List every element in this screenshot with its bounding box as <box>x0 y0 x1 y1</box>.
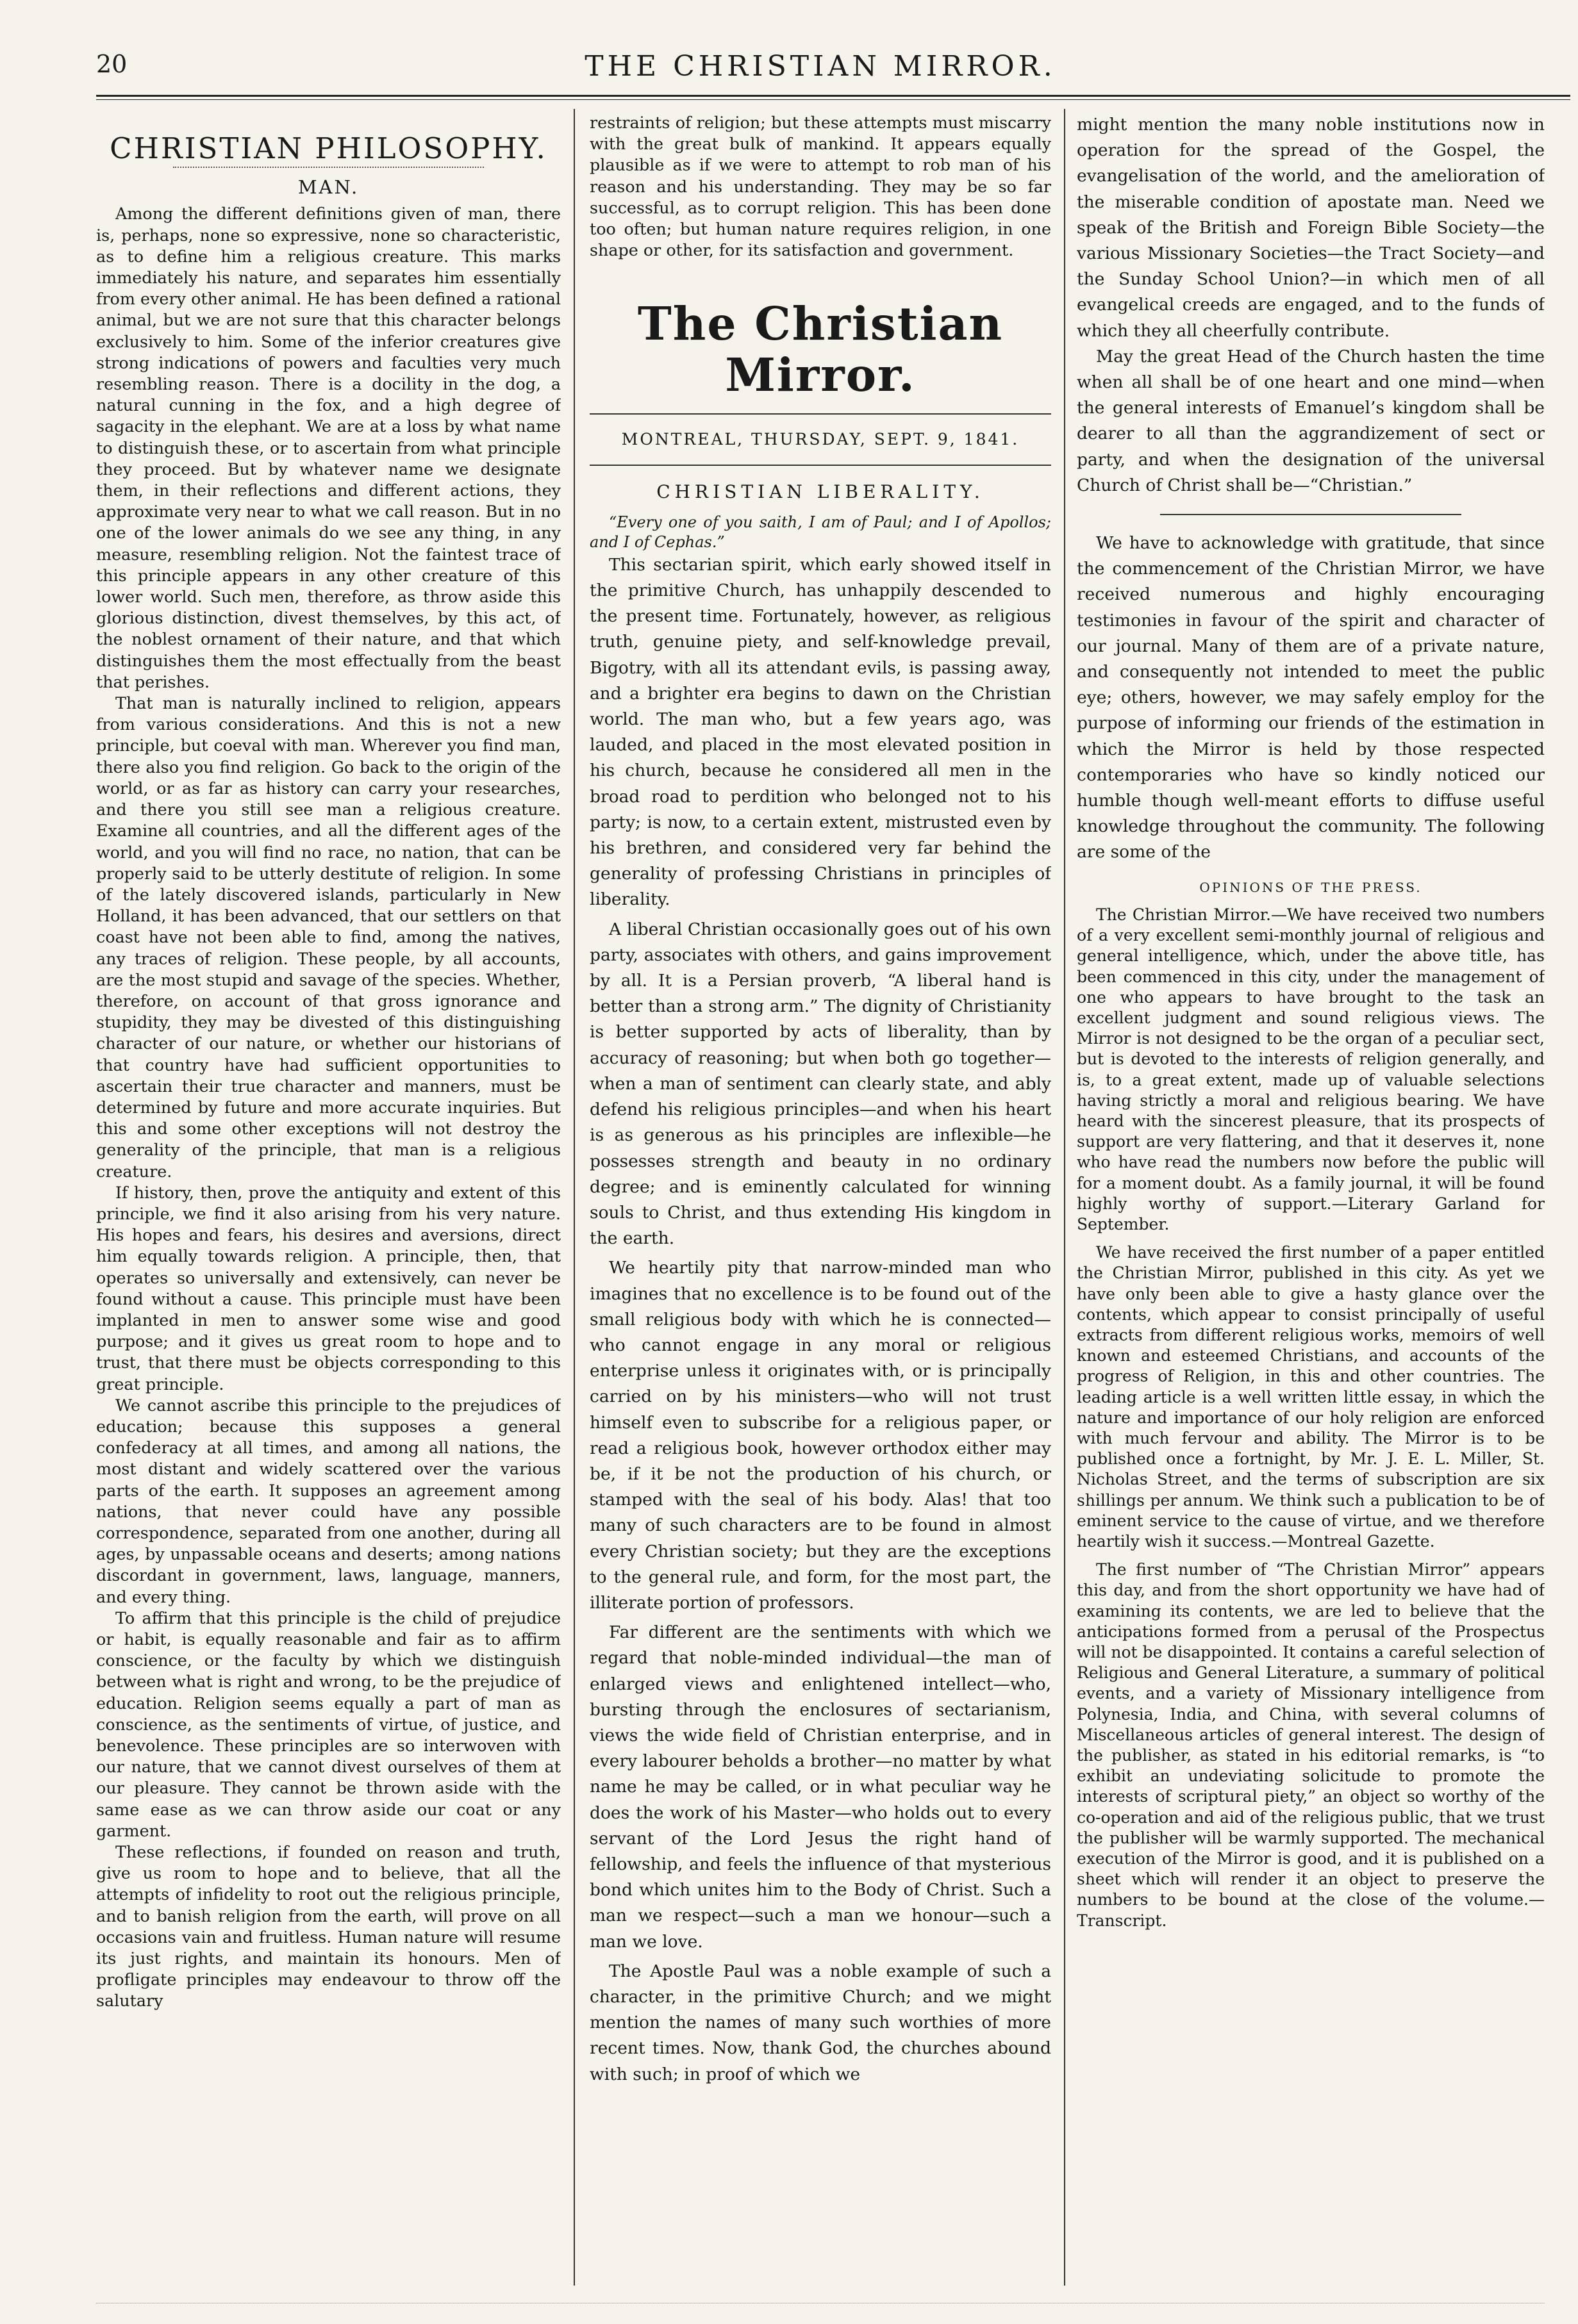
paragraph: We cannot ascribe this principle to the prejudices of education; because this supposes a general confederacy at all times, and among all nations, the most distant and widely scattered over the various parts of the earth. It supposes an agreement among nations, that never could have any possible correspondence, separated from one another, during all ages, by unpassable oceans and deserts; among nations discordant in government, laws, language, manners, and every thing. <box>96 1395 561 1606</box>
column-divider-2 <box>1064 109 1065 2286</box>
column-1 <box>96 112 561 2286</box>
paragraph: To affirm that this principle is the child of prejudice or habit, is equally reasonable and fair as to affirm conscience, or the faculty by which we distinguish between what is right and wrong, to be the prejudice of education. Religion seems equally a part of man as conscience, as the sentiments of virtue, of justice, and benevolence. These principles are so interwoven with our nature, that we cannot divest ourselves of them at our pleasure. They cannot be thrown aside with the same ease as we can throw aside our coat or any garment. <box>96 1608 561 1840</box>
press-opinion: We have received the first number of a paper entitled the Christian Mirror, published in this city. As yet we have only been able to give a hasty glance over the contents, which appear to consist principally of useful extracts from different religious works, memoirs of well known and esteemed Christians, and accounts of the progress of Religion, in this and other countries. The leading article is a well written little essay, in which the nature and importance of our holy religion are enforced with much fervour and ability. The Mirror is to be published once a fortnight, by Mr. J. E. L. Miller, St. Nicholas Street, and the terms of subscription are six shillings per annum. We think such a publication to be of eminent service to the cause of virtue, and we therefore heartily wish it success.—Montreal Gazette. <box>1077 1243 1545 1551</box>
epigraph: “Every one of you saith, I am of Paul; and I of Apollos; and I of Cephas.” <box>590 513 1051 551</box>
press-opinion: The first number of “The Christian Mirror” appears this day, and from the short opportunity we have had of examining its contents, we are led to believe that the anticipations formed from a perusal of the Prospectus will not be disappointed. It contains a careful selection of Religious and General Literature, a summary of political events, and a variety of Missionary intelligence from Polynesia, India, and China, with several columns of Miscellaneous articles of general interest. The design of the publisher, as stated in his editorial remarks, is “to exhibit an undeviating solicitude to promote the interests of scriptural piety,” an object so worthy of the co-operation and aid of the religious public, that we trust the publisher will be warmly supported. The mechanical execution of the Mirror is good, and it is published on a sheet which will render it an object to preserve the numbers to be bound at the close of the volume.—Transcript. <box>1077 1560 1545 1930</box>
editorial-body <box>590 552 1051 2088</box>
journal-title: THE CHRISTIAN MIRROR. <box>585 50 1056 83</box>
editorial-continuation <box>1077 112 1545 499</box>
paragraph: might mention the many noble institutions now in operation for the spread of the Gospel, the evangelisation of the world, and the amelioration of the miserable condition of apostate man. Need we speak of the British and Foreign Bible Society—the various Missionary Societies—the Tract Society—and the Sunday School Union?—in which men of all evangelical creeds are engaged, and to the funds of which they all cheerfully contribute. <box>1077 115 1545 341</box>
paragraph: We heartily pity that narrow-minded man who imagines that no excellence is to be found out of the small religious body with which he is connected—who cannot engage in any moral or religious enterprise unless it originates with, or is principally carried on by his ministers—who will not trust himself even to subscribe for a religious paper, or read a religious book, however orthodox either may be, if it be not the production of his church, or stamped with the seal of his body. Alas! that too many of such characters are to be found in almost every Christian society; but they are the exceptions to the general rule, and form, for the most part, the illiterate portion of professors. <box>590 1258 1051 1613</box>
column-divider-1 <box>574 109 575 2286</box>
paragraph: We have to acknowledge with gratitude, that since the commencement of the Christian Mirror, we have received numerous and highly encouraging testimonies in favour of the spirit and character of our journal. Many of them are of a private nature, and consequently not intended to meet the public eye; others, however, we may safely employ for the purpose of informing our friends of the estimation in which the Mirror is held by those respected contemporaries who have so kindly noticed our humble though well-meant efforts to diffuse useful knowledge throughout the community. The following are some of the <box>1077 533 1545 862</box>
paragraph: These reflections, if founded on reason and truth, give us room to hope and to believe, that all the attempts of infidelity to root out the religious principle, and to banish religion from the earth, will prove on all occasions vain and fruitless. Human nature will resume its just rights, and maintain its honours. Men of profligate principles may endeavour to throw off the salutary <box>96 1842 561 2011</box>
paragraph: If history, then, prove the antiquity and extent of this principle, we find it also arising from his very nature. His hopes and fears, his desires and aversions, direct him equally towards religion. A principle, then, that operates so universally and extensively, can never be found without a cause. This principle must have been implanted in men to answer some wise and good purpose; and it gives us great room to hope and to trust, that there must be objects corresponding to this great principle. <box>96 1182 561 1394</box>
section-rule <box>173 167 484 168</box>
masthead: The Christian Mirror. <box>637 297 1004 402</box>
page-number: 20 <box>96 50 128 78</box>
dateline: MONTREAL, THURSDAY, SEPT. 9, 1841. <box>590 413 1051 465</box>
header-rule <box>96 95 1570 100</box>
press-opinion: The Christian Mirror.—We have received two numbers of a very excellent semi-monthly journal of religious and general intelligence, which, under the above title, has been commenced in this city, under the management of one who appears to have brought to the task an excellent judgment and sound religious views. The Mirror is not designed to be the organ of a peculiar sect, but is devoted to the interests of religion generally, and is, to a great extent, made up of valuable selections having strictly a moral and religious bearing. We have heard with the sincerest pleasure, that its prospects of support are very flattering, and that it deserves it, none who have read the numbers now before the public will for a moment doubt. As a family journal, it will be found highly worthy of support.—Literary Garland for September. <box>1077 905 1545 1233</box>
paragraph: Among the different definitions given of man, there is, perhaps, none so expressive, none so characteristic, as to define him a religious creature. This marks immediately his nature, and separates him essentially from every other animal. He has been defined a rational animal, but we are not sure that this character belongs exclusively to him. Some of the inferior creatures give strong indications of powers and faculties very much resembling reason. There is a docility in the dog, a natural cunning in the fox, and a high degree of sagacity in the elephant. We are at a loss by what name to distinguish these, or to ascertain from what principle they proceed. But by whatever name we designate them, in their reflections and different actions, they approximate very near to what we call reason. But in no one of the lower animals do we see any thing, in any measure, resembling religion. Not the faintest trace of this principle appears in any other creature of this lower world. Such men, therefore, as throw aside this glorious distinction, divest themselves, by this act, of the noblest ornament of their nature, and that which distinguishes them the most effectually from the beast that perishes. <box>96 204 561 691</box>
paragraph: The Apostle Paul was a noble example of such a character, in the primitive Church; and we might mention the names of many such worthies of more recent times. Now, thank God, the churches abound with such; in proof of which we <box>590 1961 1051 2084</box>
press-opinions <box>1077 905 1545 1931</box>
column-3 <box>1077 112 1545 2286</box>
column-2 <box>590 112 1051 2286</box>
paragraph: May the great Head of the Church hasten the time when all shall be of one heart and one mind—when the general interests of Emanuel’s kingdom shall be dearer to all than the aggrandizement of sect or party, and when the designation of the universal Church of Christ shall be—“Christian.” <box>1077 346 1545 495</box>
paragraph: This sectarian spirit, which early showed itself in the primitive Church, has unhappily descended to the present time. Fortunately, however, as religious truth, genuine piety, and self-knowledge prevail, Bigotry, with all its attendant evils, is passing away, and a brighter era begins to dawn on the Christian world. The man who, but a few years ago, was lauded, and placed in the most elevated position in his church, because he considered all men in the broad road to perdition who belonged not to his party; is now, to a certain extent, mistrusted even by his brethren, and considered very far behind the generality of professing Christians in principles of liberality. <box>590 554 1051 910</box>
paragraph: Far different are the sentiments with which we regard that noble-minded individual—the man of enlarged views and enlightened intellect—who, bursting through the enclosures of sectarianism, views the wide field of Christian enterprise, and in every labourer beholds a brother—no matter by what name he may be called, or in what peculiar way he does the work of his Master—who holds out to every servant of the Lord Jesus the right hand of fellowship, and feels the influence of that mysterious bond which unites him to the Body of Christ. Such a man we respect—such a man we honour—such a man we love. <box>590 1622 1051 1952</box>
press-title: OPINIONS OF THE PRESS. <box>1199 879 1422 895</box>
continued-paragraph: restraints of religion; but these attempts must miscarry with the great bulk of mankind. It appears equally plausible as if we were to attempt to rob man of his reason and his understanding. They may be so far successful, as to corrupt religion. This has been done too often; but human nature requires religion, in one shape or other, for its satisfaction and government. <box>590 113 1051 260</box>
section-rule <box>1160 514 1461 515</box>
essay-title: MAN. <box>297 176 360 199</box>
section-title: CHRISTIAN PHILOSOPHY. <box>110 131 547 165</box>
paragraph: A liberal Christian occasionally goes out of his own party, associates with others, and gains improvement by all. It is a Persian proverb, “A liberal hand is better than a strong arm.” The dignity of Christianity is better supported by acts of liberality, than by accuracy of reasoning; but when both go together—when a man of sentiment can clearly state, and ably defend his religious principles—and when his heart is as generous as his principles are inflexible—he possesses strength and beauty in no ordinary degree; and is eminently calculated for winning souls to Christ, and thus extending His kingdom in the earth. <box>590 919 1051 1249</box>
paragraph: That man is naturally inclined to religion, appears from various considerations. And this is not a new principle, but coeval with man. Wherever you find man, there also you find religion. Go back to the origin of the world, or as far as history can carry your researches, and there you still see man a religious creature. Examine all countries, and all the different ages of the world, and you will find no race, no nation, that can be properly said to be utterly destitute of religion. In some of the lately discovered islands, particularly in New Holland, it has been advanced, that our settlers on that coast have not been able to find, among the natives, any traces of religion. These people, by all accounts, are the most stupid and savage of the species. Whether, therefore, on account of that gross ignorance and stupidity, they may be divested of this distinguishing character of our nature, or whether our historians of that country have had sufficient opportunities to ascertain their true character and manners, must be determined by future and more accurate inquiries. But this and some other exceptions will not destroy the generality of the principle, that man is a religious creature. <box>96 693 561 1181</box>
running-head <box>96 50 1545 95</box>
acknowledgement <box>1077 531 1545 866</box>
editorial-title: CHRISTIAN LIBERALITY. <box>656 481 984 502</box>
